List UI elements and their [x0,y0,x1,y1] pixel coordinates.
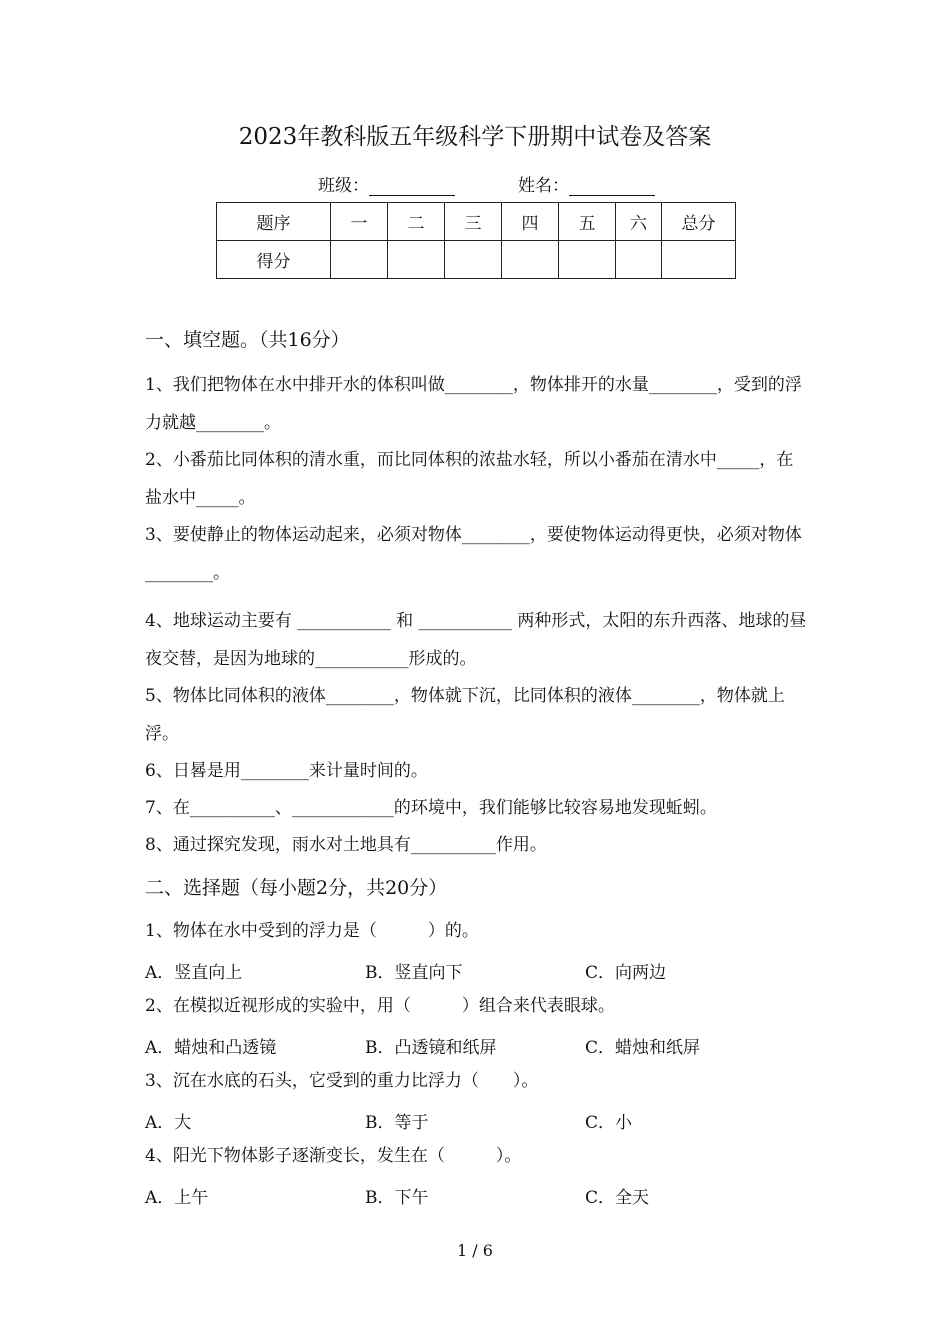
header-cell: 四 [502,203,559,241]
choice-option: C．蜡烛和纸屏 [585,1038,701,1058]
section-heading-choice: 二、选择题（每小题2分，共20分） [145,877,448,899]
choice-question-stem: 3、沉在水底的石头，它受到的重力比浮力（ ）。 [145,1071,539,1091]
row-label-cell: 得分 [217,241,331,279]
question-text: 2、小番茄比同体积的清水重，而比同体积的浓盐水轻，所以小番茄在清水中_____，在盐水中_____。 [145,450,794,508]
choice-question-stem: 1、物体在水中受到的浮力是（ ）的。 [145,921,479,941]
score-cell [388,241,445,279]
choice-question-stem: 4、阳光下物体影子逐渐变长，发生在（ ）。 [145,1146,522,1166]
header-cell: 总分 [662,203,736,241]
choice-option: C．小 [585,1113,633,1133]
header-cell: 六 [616,203,662,241]
name-blank [569,177,655,196]
question-text: 6、日晷是用________来计量时间的。 [145,761,428,781]
score-table-header-row [217,203,736,241]
choice-option: C．全天 [585,1188,650,1208]
choice-option: B．等于 [365,1113,429,1133]
question-text: 4、地球运动主要有 ___________ 和 ___________ 两种形式，太阳的东升西落、地球的昼夜交替，是因为地球的___________形成的。 [145,611,807,669]
header-cell: 一 [331,203,388,241]
score-table [216,202,736,279]
choice-option: B．下午 [365,1188,429,1208]
score-cell [502,241,559,279]
header-cell: 题序 [217,203,331,241]
choice-option: C．向两边 [585,963,667,983]
choice-option: B．凸透镜和纸屏 [365,1038,497,1058]
class-field [318,171,455,196]
page-number: 1 / 6 [457,1241,493,1260]
question-text: 7、在__________、____________的环境中，我们能够比较容易地发现蚯蚓。 [145,798,717,818]
score-cell [445,241,502,279]
choice-option: A．竖直向上 [145,963,243,983]
question-text: 3、要使静止的物体运动起来，必须对物体________，要使物体运动得更快，必须对物体________。 [145,525,802,583]
name-label: 姓名： [518,176,569,196]
choice-option: A．上午 [145,1188,209,1208]
class-blank [369,177,455,196]
choice-option: B．竖直向下 [365,963,463,983]
section-heading-fill-in: 一、填空题。（共16分） [145,329,350,351]
header-cell: 三 [445,203,502,241]
score-cell [559,241,616,279]
question-text: 1、我们把物体在水中排开水的体积叫做________，物体排开的水量________，受到的浮力就越________。 [145,375,802,433]
class-label: 班级： [318,176,369,196]
question-text: 8、通过探究发现，雨水对土地具有__________作用。 [145,835,547,855]
header-cell: 五 [559,203,616,241]
name-field [518,171,655,196]
score-cell [616,241,662,279]
page-title: 2023年教科版五年级科学下册期中试卷及答案 [238,124,712,150]
score-cell [331,241,388,279]
choice-option: A．大 [145,1113,192,1133]
score-cell [662,241,736,279]
header-cell: 二 [388,203,445,241]
score-table-score-row [217,241,736,279]
question-text: 5、物体比同体积的液体________，物体就下沉，比同体积的液体________，物体就上浮。 [145,686,785,744]
choice-question-stem: 2、在模拟近视形成的实验中，用（ ）组合来代表眼球。 [145,996,615,1016]
choice-option: A．蜡烛和凸透镜 [145,1038,277,1058]
